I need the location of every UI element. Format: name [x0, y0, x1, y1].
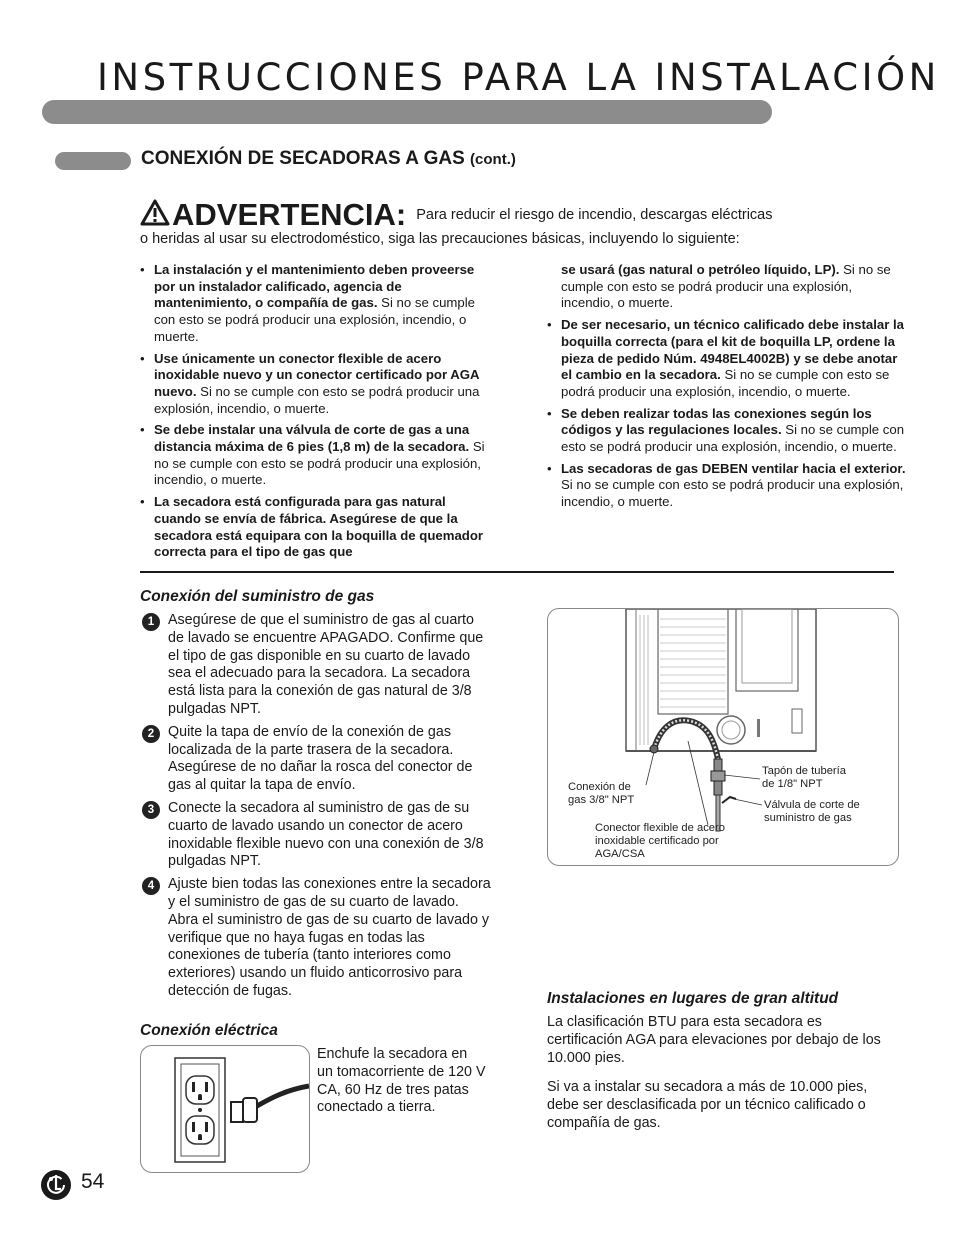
section-divider [140, 571, 894, 573]
lg-logo-icon [40, 1169, 72, 1201]
gas-supply-heading: Conexión del suministro de gas [140, 588, 375, 605]
section-title [141, 148, 516, 170]
step-item: 2 Quite la tapa de envío de la conexión de gas localizada de la parte trasera de la secadora. Asegúrese de no dañar la rosca del conector de gas al quitar la tapa de envío. [140, 724, 492, 795]
warning-bullet: • Se debe instalar una válvula de corte de gas a una distancia máxima de 6 pies (1,8 m) de la secadora. Si no se cumple con esto se podrá producir una explosión, incendio, o muerte. [140, 422, 492, 489]
electrical-heading: Conexión eléctrica [140, 1022, 278, 1039]
label-pipe-plug: Tapón de tubería de 1/8" NPT [762, 765, 846, 790]
warning-col-2 [547, 262, 907, 516]
warning-bullet: • Las secadoras de gas DEBEN ventilar hacia el exterior. Si no se cumple con esto se podrá producir una explosión, incendio, o muerte. [547, 461, 907, 511]
step-number: 4 [142, 877, 160, 895]
gas-steps [140, 612, 492, 1006]
section-pill [55, 152, 131, 170]
step-number: 3 [142, 801, 160, 819]
warning-intro-2: o heridas al usar su electrodoméstico, siga las precauciones básicas, incluyendo lo siguiente: [140, 231, 740, 247]
altitude-heading: Instalaciones en lugares de gran altitud [547, 990, 839, 1007]
altitude-paragraph: La clasificación BTU para esta secadora es certificación AGA para elevaciones por debajo de los 10.000 pies. [547, 1014, 881, 1066]
step-number: 1 [142, 613, 160, 631]
warning-bullet: • Se deben realizar todas las conexiones según los códigos y las regulaciones locales. Si no se cumple con esto se podrá producir una explosión, incendio, o muerte. [547, 406, 907, 456]
warning-bullet: • La secadora está configurada para gas natural cuando se envía de fábrica. Asegúrese de que la secadora está equipara con la boquilla de quemador correcta para el tipo de gas que [140, 494, 492, 561]
warning-bullet: • La instalación y el mantenimiento deben proveerse por un instalador calificado, agencia de mantenimiento, o compañía de gas. Si no se cumple con esto se podrá producir una explosión, incendio, o muerte. [140, 262, 492, 346]
warning-icon [140, 199, 170, 231]
warning-bullet: • De ser necesario, un técnico calificado debe instalar la boquilla correcta (para el kit de boquilla LP, ordene la pieza de pedido Núm. 4948EL4002B) y se debe anotar el cambio en la secadora. Si no se cumple con esto se podrá producir una explosión, incendio, o muerte. [547, 317, 907, 401]
label-shutoff-valve: Válvula de corte de suministro de gas [764, 799, 860, 824]
outlet-illustration [140, 1045, 310, 1173]
step-item: 4 Ajuste bien todas las conexiones entre la secadora y el suministro de gas de su cuarto de lavado. Abra el suministro de gas de su cuarto de lavado y verifique que no haya fugas en todas las conexiones de tubería (tanto interiores como exteriores) usando un fluido anticorrosivo para detección de fugas. [140, 876, 492, 1001]
warning-header [140, 197, 772, 233]
altitude-body [547, 1014, 887, 1145]
title-bar [42, 100, 772, 124]
electrical-text: Enchufe la secadora en un tomacorriente de 120 V CA, 60 Hz de tres patas conectado a tierra. [317, 1046, 486, 1116]
step-item: 3 Conecte la secadora al suministro de gas de su cuarto de lavado usando un conector de acero inoxidable flexible nuevo con una conexión de 3/8 pulgadas NPT. [140, 800, 492, 871]
step-item: 1 Asegúrese de que el suministro de gas al cuarto de lavado se encuentre APAGADO. Confirme que el tipo de gas disponible en su cuarto de lavado sea el adecuado para la secadora. La secadora está lista para la conexión de gas natural de 3/8 pulgadas NPT. [140, 612, 492, 719]
warning-bullet: • Use únicamente un conector flexible de acero inoxidable nuevo y un conector certificado por AGA nuevo. Si no se cumple con esto se podrá producir una explosión, incendio, o muerte. [140, 351, 492, 418]
label-flex-connector: Conector flexible de acero inoxidable certificado por AGA/CSA [595, 822, 725, 860]
warning-continuation: se usará (gas natural o petróleo líquido, LP). Si no se cumple con esto se podrá producir una explosión, incendio, o muerte. [561, 262, 891, 311]
page-title: INSTRUCCIONES PARA LA INSTALACIÓN [97, 56, 940, 99]
page-number: 54 [81, 1170, 105, 1193]
gas-connection-diagram [547, 608, 899, 866]
warning-col-1 [140, 262, 492, 566]
section-title-text: CONEXIÓN DE SECADORAS A GAS [141, 148, 465, 169]
warning-intro-1: Para reducir el riesgo de incendio, descargas eléctricas [416, 207, 773, 223]
altitude-paragraph: Si va a instalar su secadora a más de 10.000 pies, debe ser desclasificada por un técnico calificado o compañía de gas. [547, 1079, 868, 1131]
step-number: 2 [142, 725, 160, 743]
section-title-suffix: (cont.) [470, 151, 516, 168]
warning-heading: ADVERTENCIA: [172, 197, 407, 232]
label-gas-connection: Conexión de gas 3/8" NPT [568, 781, 635, 806]
outlet-plug-icon [141, 1046, 309, 1172]
